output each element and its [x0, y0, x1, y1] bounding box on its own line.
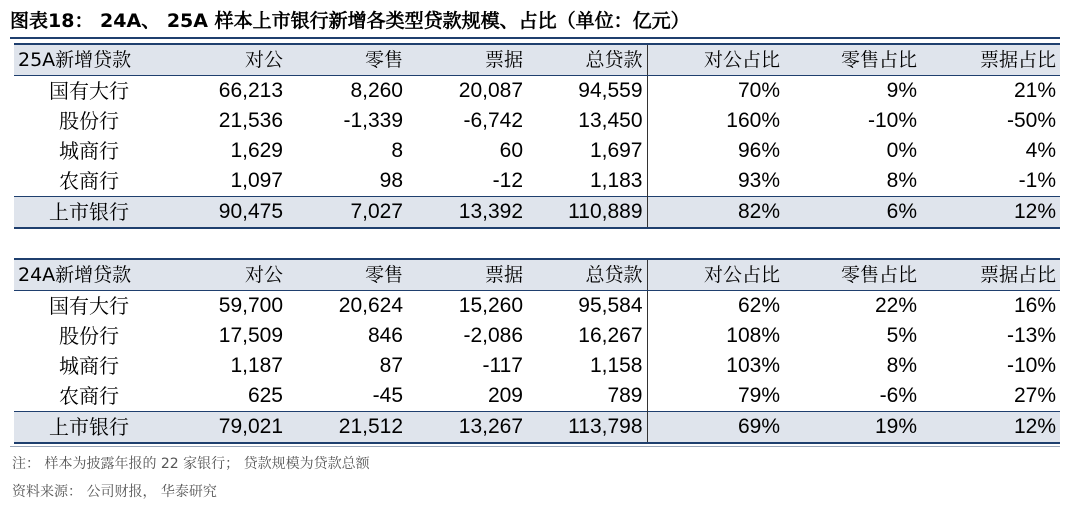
value-cell: -10%: [867, 109, 917, 132]
value-cell: -12: [492, 169, 523, 192]
value-cell: 82%: [647, 197, 784, 229]
column-header-cell: 总贷款: [527, 44, 647, 76]
source-note: 资料来源： 公司财报， 华泰研究: [12, 484, 217, 500]
loan-table-24a: [14, 258, 1060, 444]
value-cell: 20,087: [458, 79, 523, 102]
value-cell: 1,697: [527, 136, 647, 166]
column-header-cell: 票据占比: [921, 44, 1060, 76]
value-cell: 0%: [886, 139, 917, 162]
value-cell: 209: [487, 384, 523, 407]
table-row: [14, 321, 1060, 351]
value-cell: -6,742: [463, 109, 523, 132]
value-cell: 1,187: [230, 354, 283, 377]
value-cell: 59,700: [218, 294, 283, 317]
value-cell: 108%: [726, 324, 780, 347]
value-cell: 70%: [737, 79, 780, 102]
value-cell: 16%: [1013, 294, 1056, 317]
value-cell: 17,509: [218, 324, 283, 347]
table-header-row: [14, 44, 1060, 76]
value-cell: 9%: [886, 79, 917, 102]
value-cell: 62%: [737, 294, 780, 317]
column-header-cell: 对公: [164, 44, 287, 76]
value-cell: 113,798: [527, 412, 647, 444]
value-cell: -45: [372, 384, 403, 407]
table-row: [14, 76, 1060, 107]
value-cell: 21%: [1013, 79, 1056, 102]
value-cell: 66,213: [218, 79, 283, 102]
bank-type-cell: 国有大行: [49, 79, 129, 103]
value-cell: -50%: [1006, 109, 1056, 132]
value-cell: 60: [499, 139, 523, 162]
value-cell: -10%: [1006, 354, 1056, 377]
value-cell: 8,260: [350, 79, 403, 102]
value-cell: 4%: [1025, 139, 1056, 162]
bank-type-cell: 股份行: [59, 109, 119, 133]
table-header-row: [14, 259, 1060, 291]
value-cell: 22%: [874, 294, 917, 317]
column-header-cell: 对公占比: [647, 44, 784, 76]
bank-type-cell: 国有大行: [49, 294, 129, 318]
table-total-row: [14, 412, 1060, 444]
value-cell: 20,624: [338, 294, 403, 317]
value-cell: 27%: [1013, 384, 1056, 407]
value-cell: 13,267: [407, 412, 527, 444]
column-header-cell: 票据占比: [921, 259, 1060, 291]
value-cell: 8: [391, 139, 403, 162]
value-cell: 8%: [886, 169, 917, 192]
value-cell: -6%: [879, 384, 917, 407]
bank-type-cell: 城商行: [59, 139, 119, 163]
value-cell: 79,021: [164, 412, 287, 444]
column-header-cell: 零售: [287, 259, 407, 291]
value-cell: 1,158: [527, 351, 647, 381]
column-header-cell: 零售: [287, 44, 407, 76]
table-row: [14, 351, 1060, 381]
value-cell: 8%: [886, 354, 917, 377]
value-cell: 87: [379, 354, 403, 377]
column-header-cell: 零售占比: [784, 259, 921, 291]
value-cell: 7,027: [287, 197, 407, 229]
column-header-cell: 对公占比: [647, 259, 784, 291]
value-cell: 21,512: [287, 412, 407, 444]
value-cell: 94,559: [527, 76, 647, 107]
column-header-cell: 票据: [407, 259, 527, 291]
column-header-cell: 总贷款: [527, 259, 647, 291]
value-cell: 12%: [921, 412, 1060, 444]
table-title-cell: 24A新增贷款: [14, 259, 164, 291]
value-cell: 6%: [784, 197, 921, 229]
value-cell: 160%: [726, 109, 780, 132]
bank-type-cell: 上市银行: [14, 412, 164, 444]
value-cell: 789: [527, 381, 647, 412]
value-cell: -1,339: [343, 109, 403, 132]
table-title-cell: 25A新增贷款: [14, 44, 164, 76]
value-cell: 103%: [726, 354, 780, 377]
value-cell: 79%: [737, 384, 780, 407]
value-cell: 98: [379, 169, 403, 192]
value-cell: 16,267: [527, 321, 647, 351]
value-cell: -117: [482, 354, 523, 377]
bank-type-cell: 城商行: [59, 354, 119, 378]
table-total-row: [14, 197, 1060, 229]
value-cell: 13,392: [407, 197, 527, 229]
value-cell: 625: [247, 384, 283, 407]
column-header-cell: 零售占比: [784, 44, 921, 76]
value-cell: 12%: [921, 197, 1060, 229]
value-cell: 1,629: [230, 139, 283, 162]
bank-type-cell: 上市银行: [14, 197, 164, 229]
table-row: [14, 381, 1060, 412]
value-cell: 5%: [886, 324, 917, 347]
bank-type-cell: 农商行: [59, 384, 119, 408]
value-cell: 1,097: [230, 169, 283, 192]
bank-type-cell: 农商行: [59, 169, 119, 193]
value-cell: -2,086: [463, 324, 523, 347]
value-cell: 19%: [784, 412, 921, 444]
figure-title: 图表18： 24A、 25A 样本上市银行新增各类型贷款规模、占比（单位：亿元）: [10, 10, 690, 32]
footnote: 注： 样本为披露年报的 22 家银行； 贷款规模为贷款总额: [12, 456, 370, 472]
value-cell: 93%: [737, 169, 780, 192]
title-rule: [10, 37, 1060, 39]
value-cell: 21,536: [218, 109, 283, 132]
value-cell: 90,475: [164, 197, 287, 229]
loan-table-25a: [14, 43, 1060, 229]
value-cell: 95,584: [527, 291, 647, 322]
value-cell: 846: [367, 324, 403, 347]
value-cell: 15,260: [458, 294, 523, 317]
table-row: [14, 291, 1060, 322]
value-cell: 1,183: [527, 166, 647, 197]
table-row: [14, 136, 1060, 166]
bank-type-cell: 股份行: [59, 324, 119, 348]
value-cell: 110,889: [527, 197, 647, 229]
column-header-cell: 对公: [164, 259, 287, 291]
value-cell: -13%: [1006, 324, 1056, 347]
table-row: [14, 166, 1060, 197]
column-header-cell: 票据: [407, 44, 527, 76]
value-cell: 96%: [737, 139, 780, 162]
value-cell: -1%: [1018, 169, 1056, 192]
table-row: [14, 106, 1060, 136]
footer-rule: [10, 446, 1060, 447]
value-cell: 13,450: [527, 106, 647, 136]
value-cell: 69%: [647, 412, 784, 444]
